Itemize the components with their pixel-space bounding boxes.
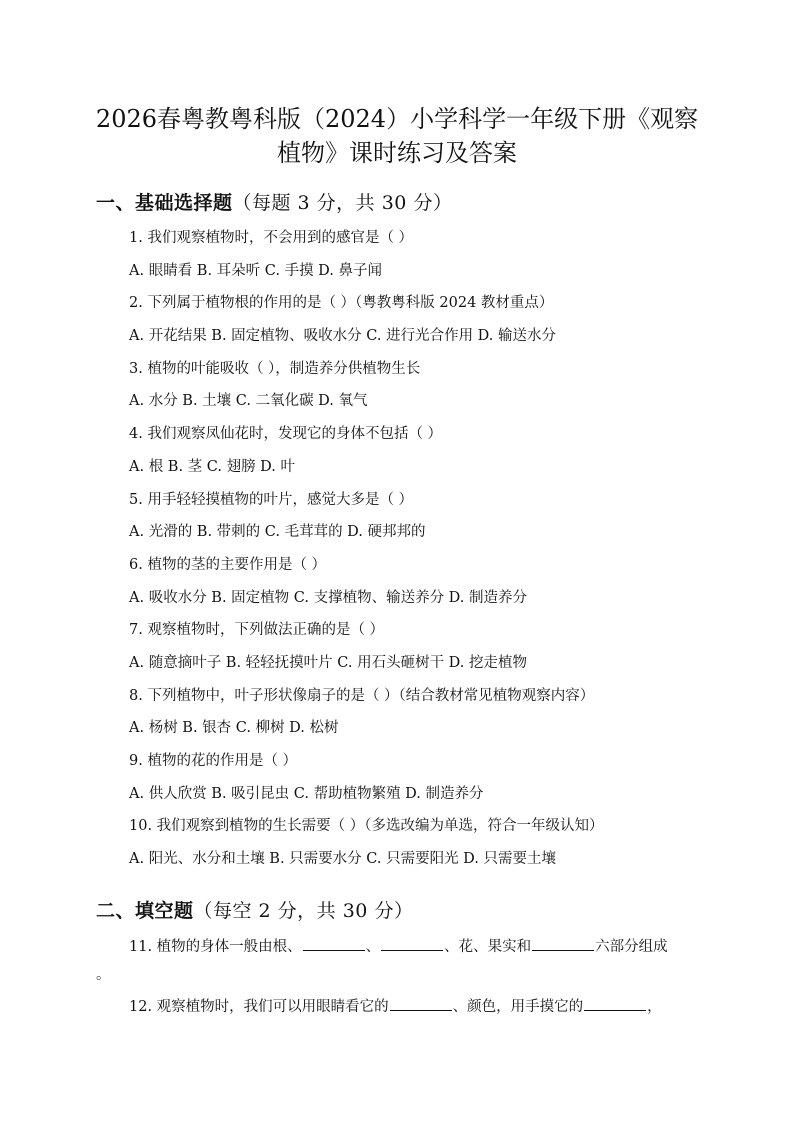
section-1-title: 一、基础选择题 xyxy=(96,192,233,214)
options-3: A. 水分 B. 土壤 C. 二氧化碳 D. 氧气 xyxy=(129,393,368,410)
q11-text-3: 、花、果实和 xyxy=(444,939,532,955)
question-7: 7. 观察植物时，下列做法正确的是（ ） xyxy=(129,622,385,639)
section-2-heading xyxy=(96,896,413,923)
answer-blank[interactable] xyxy=(303,936,365,951)
q12-text-3: ， xyxy=(647,999,662,1015)
title-line-1: 2026春粤教粤科版（2024）小学科学一年级下册《观察 xyxy=(95,105,699,133)
question-5: 5. 用手轻轻摸植物的叶片，感觉大多是（ ） xyxy=(129,491,414,508)
options-5: A. 光滑的 B. 带刺的 C. 毛茸茸的 D. 硬邦邦的 xyxy=(129,524,426,541)
question-3: 3. 植物的叶能吸收（ ），制造养分供植物生长 xyxy=(129,360,421,377)
options-6: A. 吸收水分 B. 固定植物 C. 支撑植物、输送养分 D. 制造养分 xyxy=(129,589,528,606)
answer-blank[interactable] xyxy=(381,936,443,951)
answer-blank[interactable] xyxy=(532,936,594,951)
section-2-title: 二、填空题 xyxy=(96,900,194,922)
question-6: 6. 植物的茎的主要作用是（ ） xyxy=(129,556,327,573)
answer-blank[interactable] xyxy=(390,996,452,1011)
options-2: A. 开花结果 B. 固定植物、吸收水分 C. 进行光合作用 D. 输送水分 xyxy=(129,328,557,345)
question-11 xyxy=(96,933,716,961)
options-8: A. 杨树 B. 银杏 C. 柳树 D. 松树 xyxy=(129,720,339,737)
options-7: A. 随意摘叶子 B. 轻轻抚摸叶片 C. 用石头砸树干 D. 挖走植物 xyxy=(129,654,528,671)
question-8: 8. 下列植物中，叶子形状像扇子的是（ ）（结合教材常见植物观察内容） xyxy=(129,687,595,704)
document-title xyxy=(90,102,704,170)
question-10: 10. 我们观察到植物的生长需要（ ）（多选改编为单选，符合一年级认知） xyxy=(129,818,604,835)
title-line-2: 植物》课时练习及答案 xyxy=(277,139,517,167)
question-9: 9. 植物的花的作用是（ ） xyxy=(129,753,298,769)
q12-text-1: 12. 观察植物时，我们可以用眼睛看它的 xyxy=(129,999,389,1015)
q11-text-2: 、 xyxy=(365,939,381,955)
options-4: A. 根 B. 茎 C. 翅膀 D. 叶 xyxy=(129,458,296,475)
q11-text-4: 六部分组成 xyxy=(595,939,668,955)
options-1: A. 眼睛看 B. 耳朵听 C. 手摸 D. 鼻子闻 xyxy=(129,262,383,279)
question-12 xyxy=(96,993,716,1021)
question-11-end: 。 xyxy=(96,967,111,983)
question-1: 1. 我们观察植物时，不会用到的感官是（ ） xyxy=(129,230,414,246)
question-4: 4. 我们观察凤仙花时，发现它的身体不包括（ ） xyxy=(129,426,443,443)
section-1-score: （每题 3 分，共 30 分） xyxy=(232,192,453,214)
choice-question-list xyxy=(129,222,729,876)
question-2: 2. 下列属于植物根的作用的是（ ）（粤教粤科版 2024 教材重点） xyxy=(129,295,554,312)
q12-text-2: 、颜色，用手摸它的 xyxy=(452,999,584,1015)
options-9: A. 供人欣赏 B. 吸引昆虫 C. 帮助植物繁殖 D. 制造养分 xyxy=(129,785,484,802)
section-2-score: （每空 2 分，共 30 分） xyxy=(193,900,414,922)
section-1-heading xyxy=(96,188,452,215)
q11-text-1: 11. 植物的身体一般由根、 xyxy=(129,939,302,955)
options-10: A. 阳光、水分和土壤 B. 只需要水分 C. 只需要阳光 D. 只需要土壤 xyxy=(129,851,557,868)
fill-question-list xyxy=(96,933,716,1021)
answer-blank[interactable] xyxy=(584,996,646,1011)
